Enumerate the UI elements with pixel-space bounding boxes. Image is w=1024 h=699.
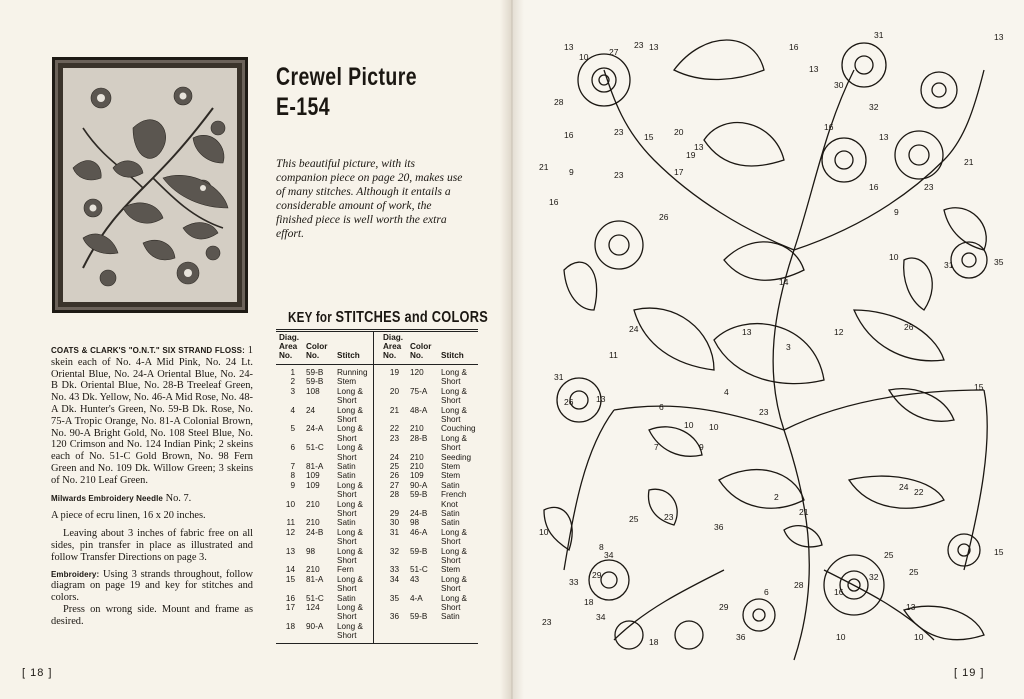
diagram-number-label: 21 <box>964 157 974 167</box>
diagram-number-label: 9 <box>569 167 574 177</box>
framed-crewel-picture <box>52 57 248 313</box>
key-stitch: Long & Short <box>441 433 467 453</box>
key-color-no: 98 <box>306 546 316 556</box>
key-stitch: Running <box>337 368 368 377</box>
key-stitch: Satin <box>337 471 356 481</box>
key-stitch: Long & Short <box>441 593 467 612</box>
key-area-no: 5 <box>290 424 295 434</box>
key-color-no: 51-C <box>306 443 324 453</box>
title-line-1: Crewel Picture <box>276 63 417 91</box>
key-head-color: Color No. <box>306 342 328 360</box>
key-color-no: 59-B <box>306 368 324 377</box>
diagram-number-label: 29 <box>719 602 729 612</box>
key-color-no: 75-A <box>410 386 428 396</box>
key-color-no: 210 <box>306 565 320 575</box>
key-stitch: French Knot <box>441 490 467 509</box>
diagram-number-label: 13 <box>564 42 574 52</box>
diagram-number-label: 31 <box>874 30 884 40</box>
key-stitch: Stem <box>441 471 461 481</box>
key-area-no: 26 <box>389 471 399 481</box>
diagram-number-label: 30 <box>834 80 844 90</box>
key-stitch: Satin <box>441 612 460 622</box>
materials-text <box>51 345 253 634</box>
key-color-no: 210 <box>410 424 424 434</box>
key-stitch: Long & Short <box>441 405 467 424</box>
diagram-number-label: 13 <box>809 64 819 74</box>
page-number-right: [ 19 ] <box>954 667 985 679</box>
diagram-number-label: 21 <box>539 162 549 172</box>
key-area-no: 28 <box>389 490 399 500</box>
diagram-number-label: 32 <box>869 102 879 112</box>
key-stitch: Long & Short <box>337 602 363 622</box>
diagram-number-label: 4 <box>724 387 729 397</box>
key-area-no: 35 <box>389 593 399 603</box>
diagram-number-label: 2 <box>774 492 779 502</box>
key-area-no: 18 <box>285 621 295 631</box>
diagram-number-label: 23 <box>542 617 552 627</box>
key-rule-header <box>276 364 478 365</box>
leaving-text: Leaving about 3 inches of fabric free on all sides, pin transfer in place as illustrated and follow Transfer Directions on page 3. <box>51 528 253 563</box>
key-area-no: 14 <box>285 565 295 575</box>
key-area-no: 25 <box>389 461 399 471</box>
key-stitch: Stem <box>337 377 357 387</box>
key-area-no: 29 <box>389 508 399 518</box>
key-color-no: 120 <box>410 368 424 377</box>
page-number-left: [ 18 ] <box>22 667 53 679</box>
book-gutter <box>500 0 524 699</box>
diagram-number-label: 25 <box>909 567 919 577</box>
key-color-no: 210 <box>410 452 424 462</box>
key-color-no: 24 <box>306 405 316 415</box>
diagram-number-label: 36 <box>714 522 724 532</box>
key-color-no: 46-A <box>410 527 428 537</box>
key-color-no: 210 <box>410 461 424 471</box>
key-stitch: Stem <box>441 565 461 575</box>
diagram-number-label: 25 <box>629 514 639 524</box>
key-head-stitch-2: Stitch <box>441 351 464 360</box>
diagram-number-labels <box>539 30 1004 647</box>
key-stitch: Long & Short <box>337 499 363 518</box>
diagram-number-label: 8 <box>599 542 604 552</box>
diagram-number-label: 13 <box>596 394 606 404</box>
key-stitch: Long & Short <box>441 527 467 547</box>
key-area-no: 21 <box>389 405 399 415</box>
embroidery-body: Using 3 strands throughout, follow diagram on page 19 and key for stitches and colors. <box>51 568 253 604</box>
key-color-no: 48-A <box>410 405 428 415</box>
key-color-no: 24-B <box>306 527 324 537</box>
diagram-number-label: 17 <box>674 167 684 177</box>
key-color-no: 59-B <box>410 546 428 556</box>
diagram-number-label: 27 <box>609 47 619 57</box>
key-color-no: 108 <box>306 386 320 396</box>
diagram-number-label: 16 <box>564 130 574 140</box>
key-area-no: 36 <box>389 612 399 622</box>
key-area-no: 6 <box>290 443 295 453</box>
diagram-number-label: 20 <box>674 127 684 137</box>
key-stitch: Long & Short <box>441 574 467 594</box>
key-stitch: Long & Short <box>441 546 467 565</box>
key-area-no: 7 <box>290 461 295 471</box>
key-color-no: 109 <box>306 471 320 481</box>
diagram-number-label: 34 <box>604 550 614 560</box>
key-stitch: Long & Short <box>337 527 363 547</box>
key-area-no: 4 <box>290 405 295 415</box>
key-area-no: 9 <box>290 480 295 490</box>
diagram-number-label: 10 <box>539 527 549 537</box>
key-stitch: Long & Short <box>337 546 363 565</box>
diagram-number-label: 32 <box>869 572 879 582</box>
key-stitch: Long & Short <box>441 368 467 387</box>
key-head-color-2: Color No. <box>410 342 432 360</box>
key-stitch: Seeding <box>441 452 472 462</box>
diagram-number-label: 23 <box>924 182 934 192</box>
diagram-number-label: 9 <box>699 442 704 452</box>
diagram-number-label: 15 <box>644 132 654 142</box>
transfer-diagram <box>524 10 1014 670</box>
key-color-no: 28-B <box>410 433 428 443</box>
key-head-area-2: Diag. Area No. <box>383 333 404 360</box>
key-color-no: 51-C <box>410 565 428 575</box>
key-area-no: 13 <box>285 546 295 556</box>
diagram-number-label: 15 <box>994 547 1004 557</box>
diagram-number-label: 16 <box>834 587 844 597</box>
key-color-no: 59-B <box>410 612 428 622</box>
diagram-number-label: 22 <box>914 487 924 497</box>
key-area-no: 16 <box>285 593 295 603</box>
diagram-number-label: 33 <box>569 577 579 587</box>
key-stitch: Satin <box>441 518 460 528</box>
diagram-number-label: 9 <box>894 207 899 217</box>
diagram-number-label: 26 <box>659 212 669 222</box>
key-color-no: 81-A <box>306 461 324 471</box>
diagram-number-label: 29 <box>592 570 602 580</box>
diagram-number-label: 23 <box>614 170 624 180</box>
key-stitch: Long & Short <box>337 443 363 462</box>
diagram-number-label: 31 <box>944 260 954 270</box>
diagram-number-label: 10 <box>579 52 589 62</box>
diagram-number-label: 34 <box>596 612 606 622</box>
key-color-no: 124 <box>306 602 320 612</box>
materials-caps: COATS & CLARK'S "O.N.T." SIX STRAND FLOSS: <box>51 346 245 355</box>
key-area-no: 33 <box>389 565 399 575</box>
key-area-no: 8 <box>290 471 295 481</box>
key-stitch: Long & Short <box>337 386 363 406</box>
embroidery-caps: Embroidery: <box>51 569 100 579</box>
key-stitch: Long & Short <box>337 405 363 424</box>
diagram-number-label: 23 <box>664 512 674 522</box>
diagram-number-label: 16 <box>789 42 799 52</box>
diagram-number-label: 3 <box>786 342 791 352</box>
diagram-number-label: 10 <box>889 252 899 262</box>
key-stitch: Satin <box>441 508 460 518</box>
diagram-number-label: 10 <box>709 422 719 432</box>
key-area-no: 2 <box>290 377 295 387</box>
diagram-number-label: 14 <box>779 277 789 287</box>
key-color-no: 98 <box>410 518 420 528</box>
diagram-number-label: 13 <box>694 142 704 152</box>
key-color-no: 4-A <box>410 593 423 603</box>
key-stitch: Fern <box>337 565 354 575</box>
key-title-main: STITCHES and COLORS <box>335 309 488 326</box>
key-color-no: 81-A <box>306 574 324 584</box>
key-area-no: 31 <box>389 527 399 537</box>
diagram-number-label: 13 <box>649 42 659 52</box>
diagram-number-label: 13 <box>742 327 752 337</box>
page-title <box>276 62 417 122</box>
key-stitch: Long & Short <box>337 574 363 594</box>
diagram-number-label: 10 <box>914 632 924 642</box>
key-stitch: Satin <box>441 480 460 490</box>
key-color-no: 90-A <box>306 621 324 631</box>
key-area-no: 15 <box>285 574 295 584</box>
title-line-2: E-154 <box>276 93 330 121</box>
diagram-number-label: 12 <box>834 327 844 337</box>
key-color-no: 109 <box>410 471 424 481</box>
diagram-number-label: 28 <box>794 580 804 590</box>
key-area-no: 12 <box>285 527 295 537</box>
diagram-number-label: 28 <box>554 97 564 107</box>
diagram-number-label: 15 <box>974 382 984 392</box>
key-color-no: 51-C <box>306 593 324 603</box>
diagram-number-label: 16 <box>824 122 834 132</box>
key-area-no: 27 <box>389 480 399 490</box>
diagram-number-label: 24 <box>899 482 909 492</box>
key-head-stitch: Stitch <box>337 351 360 360</box>
diagram-number-label: 21 <box>799 507 809 517</box>
key-color-no: 24-B <box>410 508 428 518</box>
embroidery-illustration <box>63 68 237 302</box>
key-area-no: 23 <box>389 433 399 443</box>
key-rule-bottom <box>276 643 478 644</box>
key-stitch: Long & Short <box>337 480 363 500</box>
diagram-number-label: 36 <box>736 632 746 642</box>
key-rule-top-2 <box>276 331 478 332</box>
diagram-number-label: 18 <box>584 597 594 607</box>
press-text: Press on wrong side. Mount and frame as desired. <box>51 603 253 627</box>
needle-body: No. 7. <box>165 492 192 504</box>
key-stitch: Long & Short <box>337 621 363 641</box>
key-area-no: 20 <box>389 386 399 396</box>
diagram-number-label: 10 <box>684 420 694 430</box>
key-color-no: 59-B <box>410 490 428 500</box>
diagram-number-label: 23 <box>759 407 769 417</box>
embroidery-photo <box>63 68 237 302</box>
key-title <box>288 309 488 327</box>
needle-caps: Milwards Embroidery Needle <box>51 493 163 503</box>
key-area-no: 32 <box>389 546 399 556</box>
diagram-number-label: 16 <box>869 182 879 192</box>
key-stitch: Couching <box>441 424 476 434</box>
key-stitch: Stem <box>441 461 461 471</box>
key-stitch: Satin <box>337 518 356 528</box>
diagram-number-label: 13 <box>879 132 889 142</box>
diagram-number-label: 23 <box>634 40 644 50</box>
diagram-number-label: 26 <box>904 322 914 332</box>
key-area-no: 10 <box>285 499 295 509</box>
key-title-prefix: KEY for <box>288 310 333 326</box>
key-color-no: 90-A <box>410 480 428 490</box>
key-stitch: Satin <box>337 593 356 603</box>
main-stem <box>773 70 854 660</box>
key-color-no: 109 <box>306 480 320 490</box>
diagram-number-label: 23 <box>614 127 624 137</box>
diagram-number-label: 16 <box>549 197 559 207</box>
diagram-number-label: 19 <box>686 150 696 160</box>
materials-body: 1 skein each of No. 4-A Mid Pink, No. 24 Lt. Oriental Blue, No. 24-A Oriental Blue, No. 24-B Dk. Oriental Blue, No. 28-B Treeleaf Green, No. 43 Dk. Yellow, No. 46-A Mid Rose, No. 48-A Dk. Hunter's Green, No. 59-B Dk. Rose, No. 75-A Tropic Orange, No. 81-A Colonial Brown, No. 90-A Bright Gold, No. 108 Steel Blue, No. 120 Crimson and No. 124 Indian Pink; 2 skeins each of No. 51-C Gold Brown, No. 98 Fern Green and No. 109 Dk. Willow Green; 3 skeins of No. 210 Leaf Green. <box>51 345 253 486</box>
key-stitch: Long & Short <box>441 386 467 406</box>
diagram-number-label: 26 <box>564 397 574 407</box>
key-area-no: 30 <box>389 518 399 528</box>
key-color-no: 43 <box>410 574 420 584</box>
key-color-no: 210 <box>306 518 320 528</box>
diagram-number-label: 25 <box>884 550 894 560</box>
diagram-number-label: 6 <box>659 402 664 412</box>
key-color-no: 210 <box>306 499 320 509</box>
diagram-number-label: 7 <box>654 442 659 452</box>
key-stitch: Satin <box>337 461 356 471</box>
linen-text: A piece of ecru linen, 16 x 20 inches. <box>51 510 206 522</box>
key-area-no: 19 <box>389 368 399 377</box>
key-area-no: 22 <box>389 424 399 434</box>
intro-paragraph: This beautiful picture, with its companion piece on page 20, makes use of many stitches. Although it entails a considerable amount of work, the finished piece is well worth the extra effort. <box>276 157 463 240</box>
key-area-no: 1 <box>290 368 295 377</box>
diagram-number-label: 13 <box>994 32 1004 42</box>
diagram-number-label: 24 <box>629 324 639 334</box>
key-area-no: 17 <box>285 602 295 612</box>
diagram-number-label: 18 <box>649 637 659 647</box>
key-color-no: 24-A <box>306 424 324 434</box>
diagram-number-label: 6 <box>764 587 769 597</box>
key-rule-top <box>276 329 478 330</box>
key-area-no: 34 <box>389 574 399 584</box>
diagram-number-label: 11 <box>609 350 618 360</box>
key-area-no: 3 <box>290 386 295 396</box>
key-stitch: Long & Short <box>337 424 363 443</box>
key-color-no: 59-B <box>306 377 324 387</box>
key-area-no: 11 <box>286 518 295 528</box>
key-head-area: Diag. Area No. <box>279 333 300 360</box>
diagram-number-label: 31 <box>554 372 564 382</box>
key-area-no: 24 <box>389 452 399 462</box>
diagram-number-label: 10 <box>836 632 846 642</box>
stitch-diagram-svg <box>524 10 1014 670</box>
diagram-number-label: 35 <box>994 257 1004 267</box>
diagram-number-label: 13 <box>906 602 916 612</box>
